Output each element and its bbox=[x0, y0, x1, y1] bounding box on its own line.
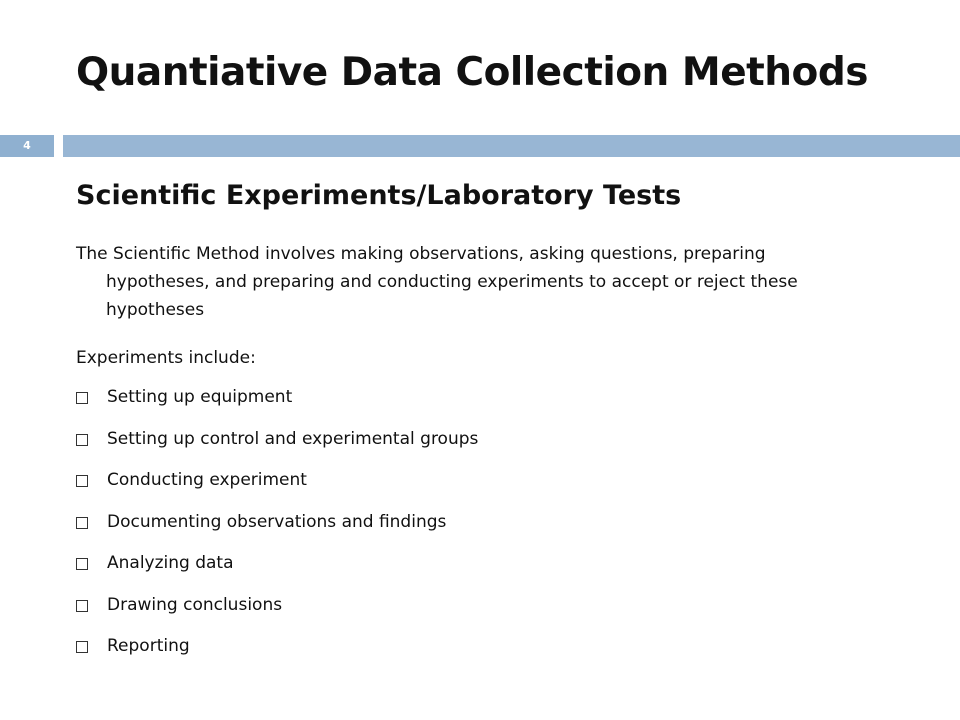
list-item bbox=[76, 426, 478, 468]
slide-title: Quantiative Data Collection Methods bbox=[76, 50, 868, 95]
list-item bbox=[76, 592, 478, 634]
list-item bbox=[76, 550, 478, 592]
hollow-square-icon bbox=[76, 600, 88, 612]
list-lead: Experiments include: bbox=[76, 348, 256, 368]
list-item bbox=[76, 384, 478, 426]
slide-number: 4 bbox=[0, 135, 54, 157]
list-item-label: Reporting bbox=[107, 636, 190, 656]
list-item-label: Setting up equipment bbox=[107, 387, 293, 407]
list-item-label: Analyzing data bbox=[107, 553, 234, 573]
list-item-label: Setting up control and experimental groups bbox=[107, 428, 479, 449]
list-item-label: Conducting experiment bbox=[107, 470, 307, 490]
hollow-square-icon bbox=[76, 475, 88, 487]
hollow-square-icon bbox=[76, 641, 88, 653]
list-item-label: Drawing conclusions bbox=[107, 594, 283, 615]
list-item bbox=[76, 509, 478, 551]
hollow-square-icon bbox=[76, 392, 88, 404]
list-item-label: Documenting observations and findings bbox=[107, 511, 447, 532]
steps-list bbox=[76, 384, 478, 675]
list-item bbox=[76, 467, 478, 509]
hollow-square-icon bbox=[76, 434, 88, 446]
section-heading: Scientific Experiments/Laboratory Tests bbox=[76, 180, 682, 211]
accent-bar bbox=[63, 135, 960, 157]
hollow-square-icon bbox=[76, 517, 88, 529]
list-item bbox=[76, 633, 478, 675]
intro-paragraph: The Scientific Method involves making observations, asking questions, preparing hypotheses, and preparing and conducting experiments to accept or reject these hypotheses bbox=[76, 244, 798, 320]
hollow-square-icon bbox=[76, 558, 88, 570]
